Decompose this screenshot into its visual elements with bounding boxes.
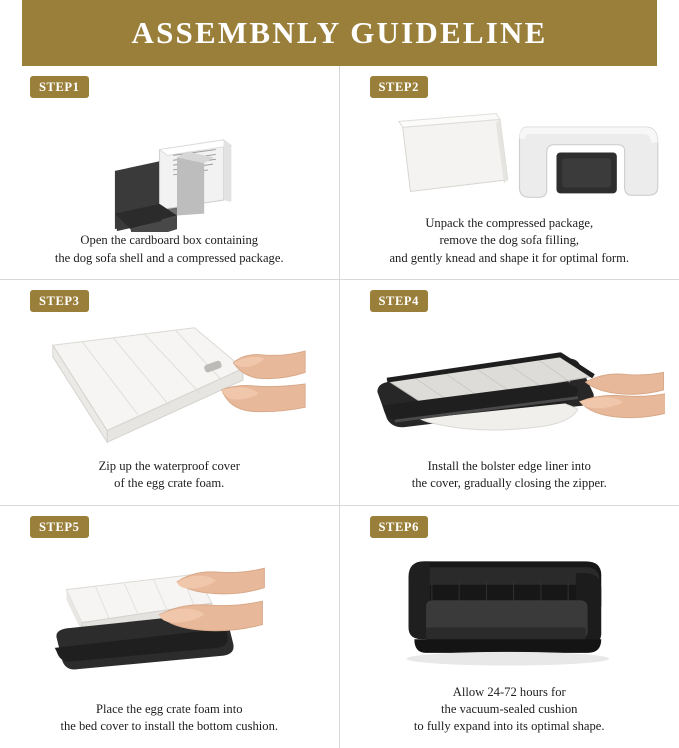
step-illustration-6: [354, 538, 666, 684]
step-cell-2: [340, 66, 679, 280]
step-caption-5: Place the egg crate foam into the bed cover to install the bottom cushion.: [14, 701, 325, 740]
step-cell-6: [340, 506, 679, 748]
header-gutter-left: [0, 0, 22, 66]
steps-grid: [0, 66, 679, 657]
step-illustration-2: [354, 98, 666, 215]
step-illustration-3: [14, 312, 325, 458]
header-gutter-right: [657, 0, 679, 66]
step-cell-5: [0, 506, 340, 748]
step-caption-1: Open the cardboard box containing the dog sofa shell and a compressed package.: [14, 232, 325, 271]
step-illustration-1: [14, 98, 325, 232]
step-badge-6: STEP6: [370, 516, 429, 538]
step-badge-3: STEP3: [30, 290, 89, 312]
step-caption-6: Allow 24-72 hours for the vacuum-sealed cushion to fully expand into its optimal shape.: [354, 684, 666, 740]
step-badge-4: STEP4: [370, 290, 429, 312]
step-caption-2: Unpack the compressed package, remove the dog sofa filling, and gently knead and shape it for optimal form.: [354, 215, 666, 271]
step-cell-4: [340, 280, 679, 506]
step-badge-5: STEP5: [30, 516, 89, 538]
step-caption-4: Install the bolster edge liner into the cover, gradually closing the zipper.: [354, 458, 666, 497]
page-title: ASSEMBNLY GUIDELINE: [132, 15, 548, 51]
step-cell-1: [0, 66, 340, 280]
step-caption-3: Zip up the waterproof cover of the egg crate foam.: [14, 458, 325, 497]
step-illustration-4: [354, 312, 666, 458]
header-band: [0, 0, 679, 66]
step-cell-3: [0, 280, 340, 506]
step-badge-1: STEP1: [30, 76, 89, 98]
step-illustration-5: [14, 538, 325, 701]
step-badge-2: STEP2: [370, 76, 429, 98]
